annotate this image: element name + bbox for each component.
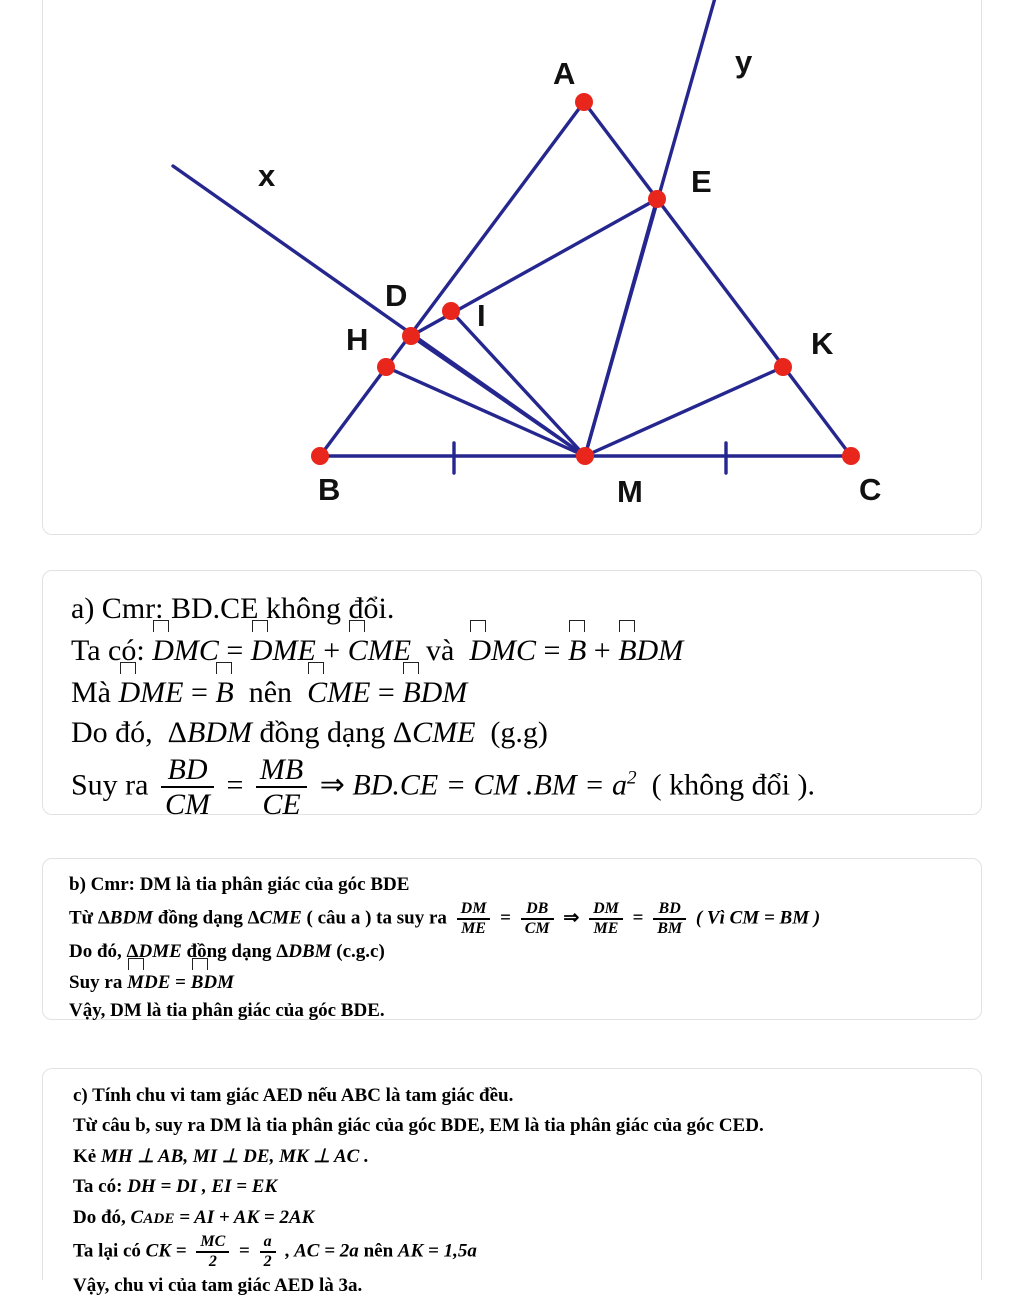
- figure-label-E: E: [691, 164, 712, 199]
- fraction-denominator: 2: [196, 1251, 229, 1271]
- fraction-DM-ME: [457, 900, 491, 938]
- fraction-numerator: DM: [593, 899, 619, 917]
- fraction-denominator: ME: [589, 918, 623, 938]
- part-a-line1-prefix: Ta có:: [71, 633, 145, 667]
- part-c-line5-nen: nên: [363, 1240, 394, 1262]
- part-b-line2-prefix: Do đó,: [69, 940, 122, 962]
- part-a-line4-prefix: Suy ra: [71, 768, 149, 802]
- part-a-line1-conj: và: [426, 633, 455, 667]
- figure-label-K: K: [811, 326, 834, 361]
- part-a-line2-prefix: Mà: [71, 675, 111, 709]
- fraction-numerator: BD: [167, 752, 208, 786]
- part-b-line1-prefix: Từ: [69, 907, 94, 929]
- part-b-line-4: Vậy, DM là tia phân giác của góc BDE.: [69, 1000, 385, 1022]
- triangle-DBM-b: DBM: [288, 940, 332, 962]
- part-c-line3-math: DH = DI , EI = EK: [127, 1176, 278, 1198]
- part-b-card: [42, 858, 982, 1020]
- triangle-DME-b: DME: [138, 940, 182, 962]
- part-b-line-1: Từ ΔBDM đồng dạng ΔCME ( câu a ) ta suy ra $\frac{DM}{ME}$ = $\frac{DB}{CM}$ ⇒ $\frac{DM}{ME}$ = $\frac{BD}{BM}$ ( Vì CM = BM ): [69, 899, 821, 937]
- part-c-line5-prefix: Ta lại có: [73, 1240, 141, 1262]
- part-c-line3-prefix: Ta có:: [73, 1176, 123, 1198]
- part-a-line-1: Ta có: DMC = DME + CME và DMC = B + BDM: [71, 629, 953, 671]
- figure-label-B: B: [318, 472, 341, 507]
- part-c-line-5: Ta lại có CK = $\frac{MC}{2}$ = $\frac{a}{2}$ , AC = 2a nên AK = 1,5a: [73, 1232, 477, 1270]
- angle-B-2: B: [215, 671, 233, 713]
- fraction-denominator: CM: [521, 918, 554, 938]
- part-b-line-3: Suy ra MDE = BDM: [69, 967, 955, 998]
- angle-MDE: MDE: [127, 967, 170, 998]
- part-a-line4-tail: ( không đổi ).: [651, 768, 815, 802]
- figure-label-y: y: [735, 44, 753, 79]
- angle-CME-1: CME: [348, 629, 411, 671]
- part-a-line3-mid: đồng dạng: [259, 715, 386, 749]
- fraction-DM-ME-2: [589, 900, 623, 938]
- fraction-numerator: DB: [526, 899, 549, 917]
- part-a-card: [42, 570, 982, 822]
- angle-BDM-b: BDM: [191, 967, 234, 998]
- fraction-DB-CM: [521, 900, 554, 938]
- perimeter-symbol: C: [130, 1206, 144, 1228]
- part-c-line-6: Vậy, chu vi của tam giác AED là 3a.: [73, 1274, 363, 1296]
- part-c-line-1: Từ câu b, suy ra DM là tia phân giác của góc BDE, EM là tia phân giác của góc CED.: [73, 1115, 764, 1137]
- angle-BDM-2: BDM: [402, 671, 467, 713]
- fraction-numerator: BD: [658, 899, 681, 917]
- part-c-line2-prefix: Kẻ: [73, 1145, 97, 1167]
- fraction-BD-CM: [161, 753, 214, 822]
- fraction-numerator: MB: [259, 752, 304, 786]
- fraction-denominator: 2: [260, 1251, 276, 1271]
- angle-BDM-1: BDM: [618, 629, 683, 671]
- angle-DME-1: DME: [251, 629, 316, 671]
- part-b-line3-prefix: Suy ra: [69, 971, 123, 993]
- fraction-BD-BM: [653, 900, 686, 938]
- part-a-heading: a) Cmr: BD.CE không đổi.: [71, 592, 395, 625]
- part-a-result-exponent: 2: [627, 767, 637, 789]
- figure-label-x: x: [258, 158, 276, 193]
- figure-label-D: D: [385, 278, 408, 313]
- fraction-numerator: a: [263, 1232, 272, 1250]
- fraction-MC-2: [196, 1233, 229, 1271]
- part-c-card: [42, 1068, 982, 1296]
- geometry-figure-card: [42, 0, 982, 535]
- angle-B-1: B: [568, 629, 586, 671]
- triangle-CME-b: CME: [259, 907, 302, 929]
- figure-label-H: H: [346, 322, 369, 357]
- part-a-line3-suffix: (g.g): [490, 715, 548, 749]
- fraction-denominator: CE: [256, 786, 307, 822]
- fraction-numerator: MC: [200, 1232, 226, 1250]
- part-a-line-4: Suy ra $\frac{BD}{CM}$ = $\frac{MB}{CE}$ ⇒ BD.CE = CM $.BM = a^2$ ( không đổi ).: [71, 752, 815, 822]
- part-b-line-2: Do đó, ΔDME đồng dạng ΔDBM (c.g.c): [69, 940, 385, 962]
- part-c-line-3: [73, 1172, 951, 1202]
- part-b-line1-tail: ( Vì CM = BM ): [695, 907, 821, 929]
- part-c-line5-mid: , AC = 2a: [285, 1240, 359, 1262]
- figure-label-M: M: [617, 474, 643, 509]
- triangle-BDM: BDM: [186, 715, 252, 749]
- part-a-line-2: Mà DME = B nên CME = BDM: [71, 671, 953, 713]
- figure-label-I: I: [477, 298, 486, 333]
- figure-label-A: A: [553, 56, 576, 91]
- part-c-line-2: [73, 1142, 951, 1172]
- fraction-a-2: [260, 1233, 276, 1271]
- part-a-line-3: Do đó, ΔBDM đồng dạng ΔCME (g.g): [71, 715, 548, 749]
- angle-DMC-1: DMC: [152, 629, 219, 671]
- fraction-denominator: ME: [457, 918, 491, 938]
- part-b-line2-suffix: (c.g.c): [336, 940, 385, 962]
- fraction-denominator: CM: [161, 786, 214, 822]
- part-b-line1-mid1: đồng dạng: [157, 907, 243, 929]
- part-c-line4-prefix: Do đó,: [73, 1206, 126, 1228]
- angle-DME-2: DME: [119, 671, 184, 713]
- part-a-line3-prefix: Do đó,: [71, 715, 153, 749]
- part-a-result: BD.CE = CM .BM = a: [352, 768, 628, 802]
- angle-DMC-2: DMC: [469, 629, 536, 671]
- fraction-denominator: BM: [653, 918, 686, 938]
- part-b-line2-mid: đồng dạng: [186, 940, 272, 962]
- triangle-BDM-b: BDM: [109, 907, 154, 929]
- part-c-ck-label: CK =: [145, 1240, 187, 1262]
- angle-CME-2: CME: [307, 671, 370, 713]
- part-c-line4-math: = AI + AK = 2AK: [179, 1206, 315, 1228]
- part-c-line5-tail: AK = 1,5a: [397, 1240, 477, 1262]
- perimeter-subscript: ADE: [143, 1209, 175, 1227]
- part-c-heading: c) Tính chu vi tam giác AED nếu ABC là tam giác đều.: [73, 1085, 514, 1106]
- part-c-line-4: [73, 1203, 951, 1233]
- part-c-line2-math: MH ⊥ AB, MI ⊥ DE, MK ⊥ AC .: [100, 1145, 369, 1167]
- part-a-line2-conj: nên: [248, 675, 293, 709]
- geometry-figure: [43, 0, 982, 535]
- fraction-MB-CE: [256, 753, 307, 822]
- part-b-heading: b) Cmr: DM là tia phân giác của góc BDE: [69, 874, 410, 895]
- part-b-line1-mid2: ( câu a ) ta suy ra: [306, 907, 447, 929]
- triangle-CME: CME: [412, 715, 476, 749]
- fraction-numerator: DM: [460, 899, 487, 917]
- figure-label-C: C: [859, 472, 882, 507]
